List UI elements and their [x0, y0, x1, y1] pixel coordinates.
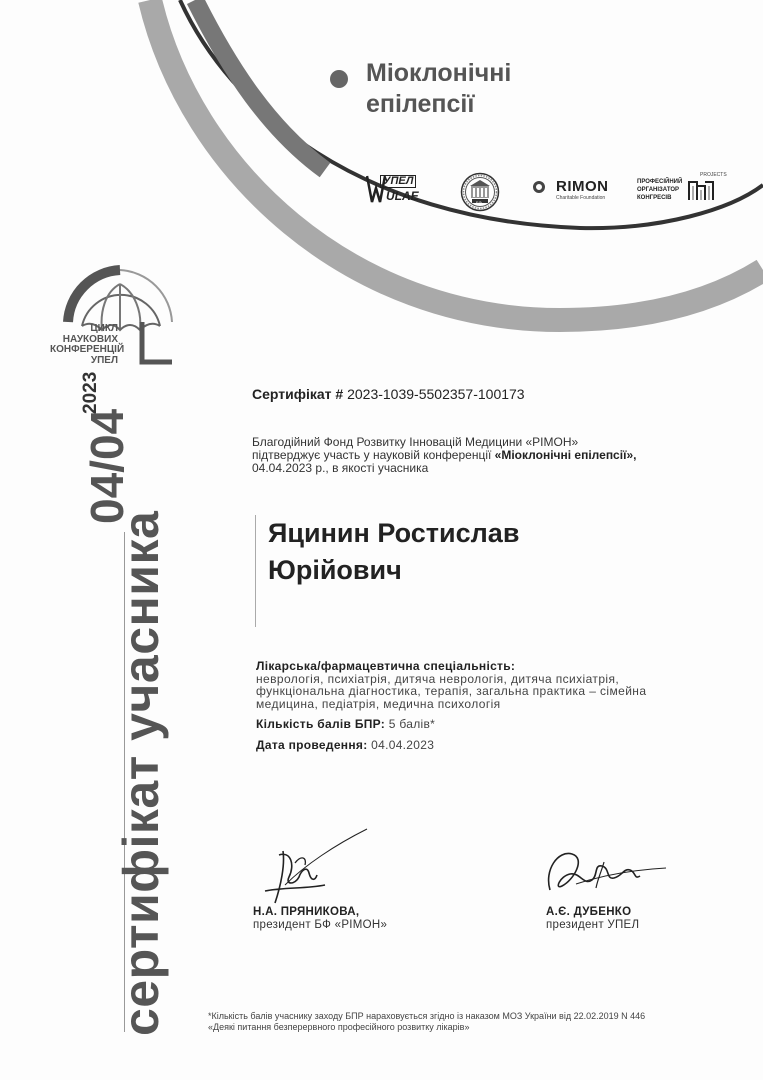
event-date-label: Дата проведення:: [256, 738, 368, 752]
certificate-number-label: Сертифікат #: [252, 386, 344, 402]
seal-label: БФ: [476, 200, 482, 205]
rimon-logo: [533, 172, 613, 212]
side-certificate-label: сертифікат учасника: [113, 510, 169, 1036]
cme-points-label: Кількість балів БПР:: [256, 717, 386, 731]
signer-left: [253, 906, 387, 932]
foundation-name: Благодійний Фонд Розвитку Інновацій Медицини «РІМОН»: [252, 435, 579, 449]
date-role-text: 04.04.2023 р., в якості учасника: [252, 461, 429, 475]
footnote-line1: *Кількість балів учаснику заходу БПР нараховується згідно із наказом МОЗ України від 22.02.2019 N 446: [208, 1011, 646, 1021]
organizer-line3: КОНГРЕСІВ: [637, 195, 672, 201]
footnote: [208, 1011, 728, 1033]
signature-right-icon: [540, 840, 670, 905]
conference-title-line1: Міоклонічні: [366, 59, 512, 87]
participant-name-line1: Яцинин Ростислав: [268, 518, 520, 548]
signer-left-name: Н.А. ПРЯНИКОВА,: [253, 906, 360, 918]
cme-points: [256, 717, 435, 731]
specialty-block: [256, 660, 686, 710]
emblem-line1: ЦИКЛ: [90, 323, 118, 334]
signature-left-icon: [255, 825, 385, 910]
conference-title-line2: епілепсії: [366, 90, 475, 118]
side-year: 2023: [80, 371, 101, 414]
participant-name-block: [255, 515, 520, 627]
event-date-value: 04.04.2023: [371, 738, 435, 752]
arc-top-thick: [150, 0, 763, 320]
emblem-line2: НАУКОВИХ: [62, 333, 118, 345]
upel-logo-bottom: ULAE: [386, 189, 419, 203]
foundation-statement: [252, 436, 672, 475]
organizer-mark-icon: [687, 176, 717, 202]
confirms-text: підтверджує участь у науковій конференції: [252, 448, 492, 462]
conference-quoted: «Міоклонічні епілепсії»,: [494, 448, 637, 462]
side-date: 04/04: [81, 408, 133, 524]
title-bullet-icon: [330, 70, 348, 88]
certificate-number-value: 2023-1039-5502357-100173: [347, 386, 525, 402]
signer-left-role: президент БФ «РІМОН»: [253, 919, 388, 931]
footnote-line2: «Деякі питання безперервного професійного розвитку лікарів»: [208, 1022, 470, 1032]
signer-right-role: президент УПЕЛ: [546, 919, 640, 931]
signer-right: [546, 906, 639, 932]
upel-logo: [366, 172, 428, 212]
emblem-line4: УПЕЛ: [90, 354, 118, 366]
organizer-line1: ПРОФЕСІЙНИЙ: [637, 179, 683, 185]
organizer-line2: ОРГАНІЗАТОР: [637, 187, 680, 193]
upel-logo-top: УПЕЛ: [380, 175, 416, 188]
specialty-value: неврологія, психіатрія, дитяча неврологія, дитяча психіатрія, функціональна діагностика, терапія, загальна практика – сімейна медицина, педіатрія, медична психологія: [256, 671, 647, 711]
participant-name-line2: Юрійович: [268, 555, 402, 585]
emblem-line3: КОНФЕРЕНЦІЙ: [50, 344, 125, 355]
certificate-number: [252, 386, 525, 402]
rimon-subtitle: Charitable Foundation: [556, 195, 606, 201]
organizer-projects-label: PROJECTS: [700, 172, 727, 178]
emblem-text: [50, 323, 125, 366]
rimon-name: RIMON: [556, 178, 609, 195]
specialty-label: Лікарська/фармацевтична спеціальність:: [256, 659, 516, 673]
signer-right-name: А.Є. ДУБЕНКО: [546, 906, 632, 918]
congress-organizer-logo: [637, 172, 727, 212]
university-seal-logo: [460, 172, 500, 212]
rimon-ring-icon: [533, 181, 545, 193]
event-date: [256, 738, 434, 752]
seal-icon: [460, 172, 500, 212]
cme-points-value: 5 балів*: [388, 717, 436, 731]
